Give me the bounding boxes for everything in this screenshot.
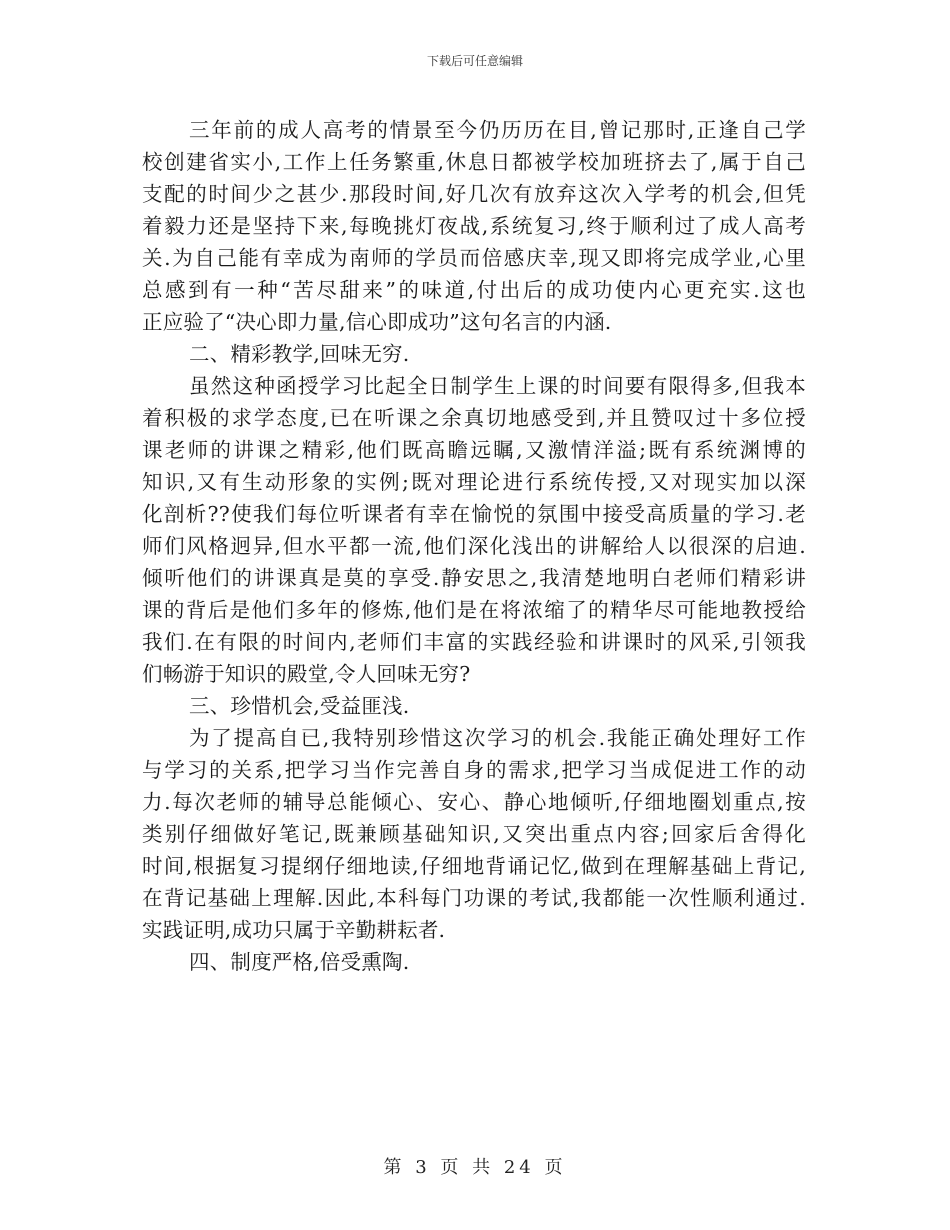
text-line: 我们.在有限的时间内,老师们丰富的实践经验和讲课时的风采,引领我 [142,630,806,654]
text-line: 虽然这种函授学习比起全日制学生上课的时间要有限得多,但我本 [189,374,806,398]
text-line: 们畅游于知识的殿堂,令人回味无穷? [142,662,471,686]
text-line: 知识,又有生动形象的实例;既对理论进行系统传授,又对现实加以深 [142,470,806,494]
text-line: 与学习的关系,把学习当作完善自身的需求,把学习当成促进工作的动 [142,758,806,782]
text-line: 课的背后是他们多年的修炼,他们是在将浓缩了的精华尽可能地教授给 [142,598,806,622]
text-line: 四、制度严格,倍受熏陶. [189,950,410,974]
text-line: 类别仔细做好笔记,既兼顾基础知识,又突出重点内容;回家后舍得化 [142,822,806,846]
text-line: 师们风格迥异,但水平都一流,他们深化浅出的讲解给人以很深的启迪. [142,534,806,558]
text-line: 化剖析??使我们每位听课者有幸在愉悦的氛围中接受高质量的学习.老 [142,502,806,526]
text-line: 着积极的求学态度,已在听课之余真切地感受到,并且赞叹过十多位授 [142,406,806,430]
text-line: 三年前的成人高考的情景至今仍历历在目,曾记那时,正逢自己学 [189,118,806,142]
document-body [142,114,806,978]
text-line: 倾听他们的讲课真是莫的享受.静安思之,我清楚地明白老师们精彩讲 [142,566,806,590]
text-line: 校创建省实小,工作上任务繁重,休息日都被学校加班挤去了,属于自己 [142,150,806,174]
text-line: 力.每次老师的辅导总能倾心、安心、静心地倾听,仔细地圈划重点,按 [142,790,806,814]
text-line: 二、精彩教学,回味无穷. [189,342,410,366]
text-line: 时间,根据复习提纲仔细地读,仔细地背诵记忆,做到在理解基础上背记, [142,854,806,878]
text-line: 三、珍惜机会,受益匪浅. [189,694,410,718]
text-line: 课老师的讲课之精彩,他们既高瞻远瞩,又激情洋溢;既有系统渊博的 [142,438,806,462]
text-line: 总感到有一种“苦尽甜来”的味道,付出后的成功使内心更充实.这也 [142,278,806,302]
text-line: 关.为自己能有幸成为南师的学员而倍感庆幸,现又即将完成学业,心里 [142,246,806,270]
text-line: 为了提高自已,我特别珍惜这次学习的机会.我能正确处理好工作 [189,726,806,750]
text-line: 支配的时间少之甚少.那段时间,好几次有放弃这次入学考的机会,但凭 [142,182,806,206]
text-line: 在背记基础上理解.因此,本科每门功课的考试,我都能一次性顺利通过. [142,886,806,910]
text-line: 着毅力还是坚持下来,每晚挑灯夜战,系统复习,终于顺利过了成人高考 [142,214,806,238]
page-header: 下载后可任意编辑 [426,54,523,68]
text-line: 实践证明,成功只属于辛勤耕耘者. [142,918,446,942]
text-line: 正应验了“决心即力量,信心即成功”这句名言的内涵. [142,310,612,334]
page-number-footer: 第 3 页 共 24 页 [383,1157,567,1178]
